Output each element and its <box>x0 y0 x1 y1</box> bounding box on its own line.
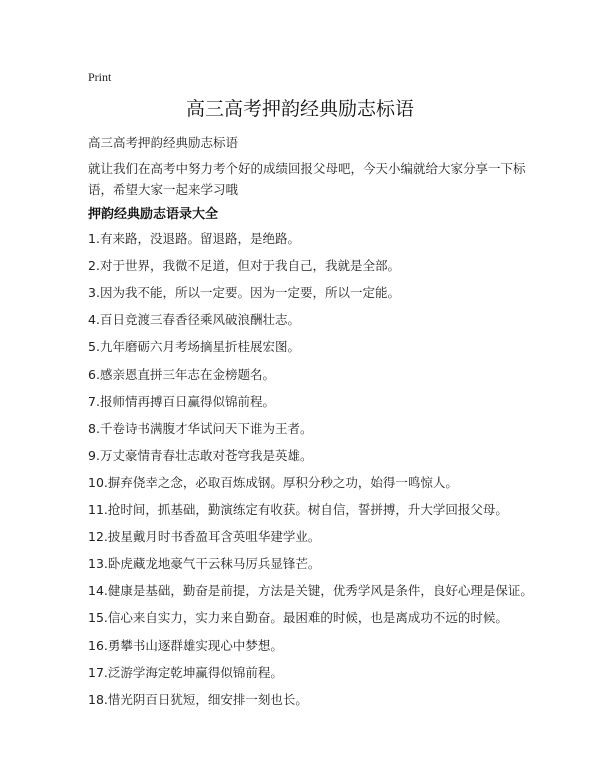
list-item-text: 摒弃侥幸之念，必取百炼成钢。厚积分秒之功，始得一鸣惊人。 <box>107 474 458 490</box>
list-item-text: 披星戴月时书香盈耳含英咀华建学业。 <box>107 529 321 545</box>
list-item-text: 信心来自实力，实力来自勤奋。最困难的时候，也是离成功不远的时候。 <box>107 610 508 626</box>
list-item <box>88 583 533 599</box>
list-item <box>88 367 275 383</box>
list-item-number: 1. <box>88 231 100 246</box>
list-item-number: 12. <box>88 529 108 545</box>
list-item <box>88 421 312 437</box>
list-item <box>88 448 312 464</box>
list-item-number: 17. <box>88 664 108 680</box>
list-item-text: 九年磨砺六月考场摘星折桂展宏图。 <box>99 339 300 355</box>
list-item <box>88 285 400 301</box>
list-item <box>88 339 300 355</box>
list-item-number: 3. <box>88 285 100 301</box>
list-item <box>88 556 320 572</box>
list-item-text: 百日竞渡三春香径乘风破浪酬壮志。 <box>99 312 300 328</box>
list-item <box>88 258 400 274</box>
list-item-number: 6. <box>88 366 100 382</box>
list-item <box>88 692 308 708</box>
list-item <box>88 312 300 328</box>
list-item-text: 有来路，没退路。留退路，是绝路。 <box>99 231 300 246</box>
list-item <box>88 502 508 518</box>
list-item-number: 9. <box>88 447 100 463</box>
list-item <box>88 665 283 681</box>
intro-paragraph: 就让我们在高考中努力考个好的成绩回报父母吧，今天小编就给大家分享一下标语，希望大家一起来学习哦 <box>88 161 526 197</box>
section-heading: 押韵经典励志语录大全 <box>88 207 219 222</box>
list-item-text: 报师情再搏百日赢得似锦前程。 <box>99 393 275 409</box>
list-item-number: 2. <box>88 258 100 274</box>
list-item-number: 5. <box>88 339 100 355</box>
list-item-text: 泛游学海定乾坤赢得似锦前程。 <box>107 664 283 680</box>
list-item-text: 感亲恩直拼三年志在金榜题名。 <box>99 366 275 382</box>
list-item-number: 11. <box>88 502 108 517</box>
list-item-number: 18. <box>88 691 108 707</box>
document-title: 高三高考押韵经典励志标语 <box>185 98 414 120</box>
print-label: Print <box>88 70 112 84</box>
list-item <box>88 529 320 545</box>
list-item-number: 7. <box>88 393 100 409</box>
list-item-text: 惜光阴百日犹短，细安排一刻也长。 <box>107 691 308 707</box>
list-item-text: 对于世界，我微不足道，但对于我自己，我就是全部。 <box>99 258 400 274</box>
list-item <box>88 394 275 410</box>
list-item-number: 10. <box>88 474 108 490</box>
list-item-number: 14. <box>88 583 108 599</box>
list-item-text: 千卷诗书满腹才华试问天下谁为王者。 <box>99 420 313 436</box>
list-item <box>88 231 300 247</box>
document-subtitle: 高三高考押韵经典励志标语 <box>88 135 239 150</box>
list-item-number: 8. <box>88 420 100 436</box>
list-item-text: 因为我不能，所以一定要。因为一定要，所以一定能。 <box>99 285 400 301</box>
list-item-number: 15. <box>88 610 108 626</box>
list-item-text: 勇攀书山逐群雄实现心中梦想。 <box>107 637 283 653</box>
list-item-number: 4. <box>88 312 100 328</box>
list-item-text: 抢时间，抓基础，勤演练定有收获。树自信，誓拼搏，升大学回报父母。 <box>107 502 508 517</box>
list-item-text: 万丈豪情青春壮志敢对苍穹我是英雄。 <box>99 447 313 463</box>
list-item-text: 卧虎藏龙地豪气干云秣马厉兵显锋芒。 <box>107 556 321 572</box>
list-item-number: 16. <box>88 637 108 653</box>
list-item-text: 健康是基础，勤奋是前提，方法是关键，优秀学风是条件，良好心理是保证。 <box>107 583 533 599</box>
list-item <box>88 610 508 626</box>
list-item <box>88 638 283 654</box>
list-item-number: 13. <box>88 556 108 572</box>
list-item <box>88 475 458 491</box>
